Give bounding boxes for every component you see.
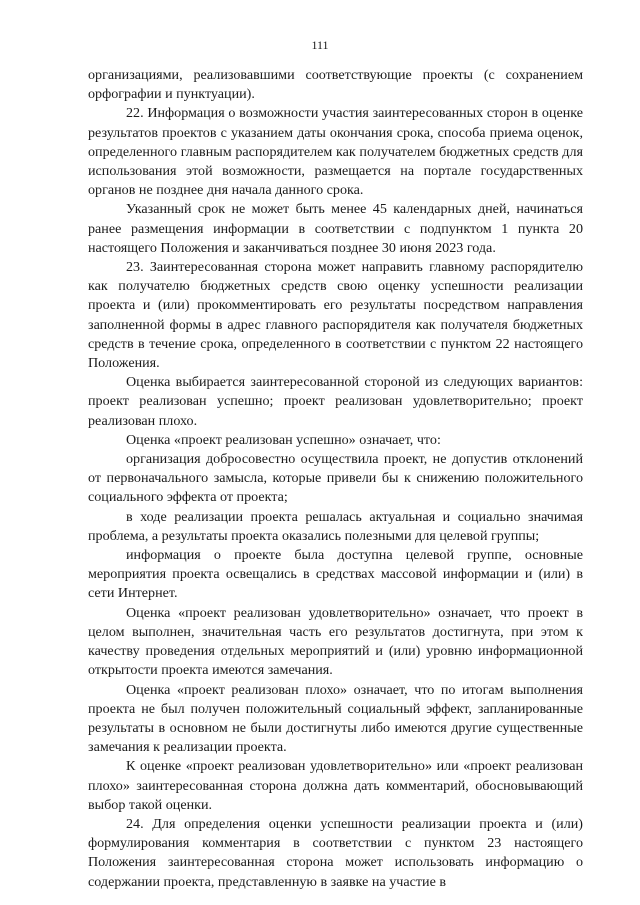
paragraph-success-definition: Оценка «проект реализован успешно» означает, что: bbox=[126, 431, 441, 448]
paragraph-success-criterion-2: в ходе реализации проекта решалась актуальная и социально значимая проблема, а результаты проекта оказались полезными для целевой группы; bbox=[88, 508, 583, 544]
paragraph-satisfactory-definition: Оценка «проект реализован удовлетворительно» означает, что проект в целом выполнен, значительная часть его результатов достигнута, при этом к качеству проведения отдельных мероприятий и (или) уровню информационной открытости проекта имеются замечания. bbox=[88, 604, 583, 679]
paragraph-poor-definition: Оценка «проект реализован плохо» означает, что по итогам выполнения проекта не был получен положительный социальный эффект, запланированные результаты в основном не были достигнуты либо имеются другие существенные замечания к реализации проекта. bbox=[88, 681, 583, 756]
page-number: 111 bbox=[311, 38, 329, 52]
paragraph-rating-options: Оценка выбирается заинтересованной стороной из следующих вариантов: проект реализован успешно; проект реализован удовлетворительно; проект реализован плохо. bbox=[88, 374, 583, 429]
paragraph-24: 24. Для определения оценки успешности реализации проекта и (или) формулирования комментария в соответствии с пунктом 23 настоящего Положения заинтересованная сторона может использовать информацию о содержании проекта, представленную в заявке на участие в bbox=[88, 815, 583, 890]
paragraph-23: 23. Заинтересованная сторона может направить главному распорядителю как получателю бюджетных средств свою оценку успешности реализации проекта и (или) прокомментировать его результаты посредством направления заполненной формы в адрес главного распорядителя как получателя бюджетных средств в течение срока, определенного в соответствии с пунктом 22 настоящего Положения. bbox=[88, 259, 583, 372]
paragraph-success-criterion-3: информация о проекте была доступна целевой группе, основные мероприятия проекта освещались в средствах массовой информации и (или) в сети Интернет. bbox=[88, 547, 583, 602]
paragraph-continuation: организациями, реализовавшими соответствующие проекты (с сохранением орфографии и пунктуации). bbox=[88, 67, 583, 103]
document-body bbox=[88, 66, 583, 892]
paragraph-deadline: Указанный срок не может быть менее 45 календарных дней, начинаться ранее размещения информации в соответствии с подпунктом 1 пункта 20 настоящего Положения и заканчиваться позднее 30 июня 2023 года. bbox=[88, 201, 583, 256]
paragraph-comment-requirement: К оценке «проект реализован удовлетворительно» или «проект реализован плохо» заинтересованная сторона должна дать комментарий, обосновывающий выбор такой оценки. bbox=[88, 758, 583, 813]
paragraph-22: 22. Информация о возможности участия заинтересованных сторон в оценке результатов проектов с указанием даты окончания срока, способа приема оценок, определенного главным распорядителем как получателем бюджетных средств для использования этой возможности, размещается на портале государственных органов не позднее дня начала данного срока. bbox=[88, 105, 583, 199]
paragraph-success-criterion-1: организация добросовестно осуществила проект, не допустив отклонений от первоначального замысла, которые привели бы к снижению положительного социального эффекта от проекта; bbox=[88, 451, 583, 506]
